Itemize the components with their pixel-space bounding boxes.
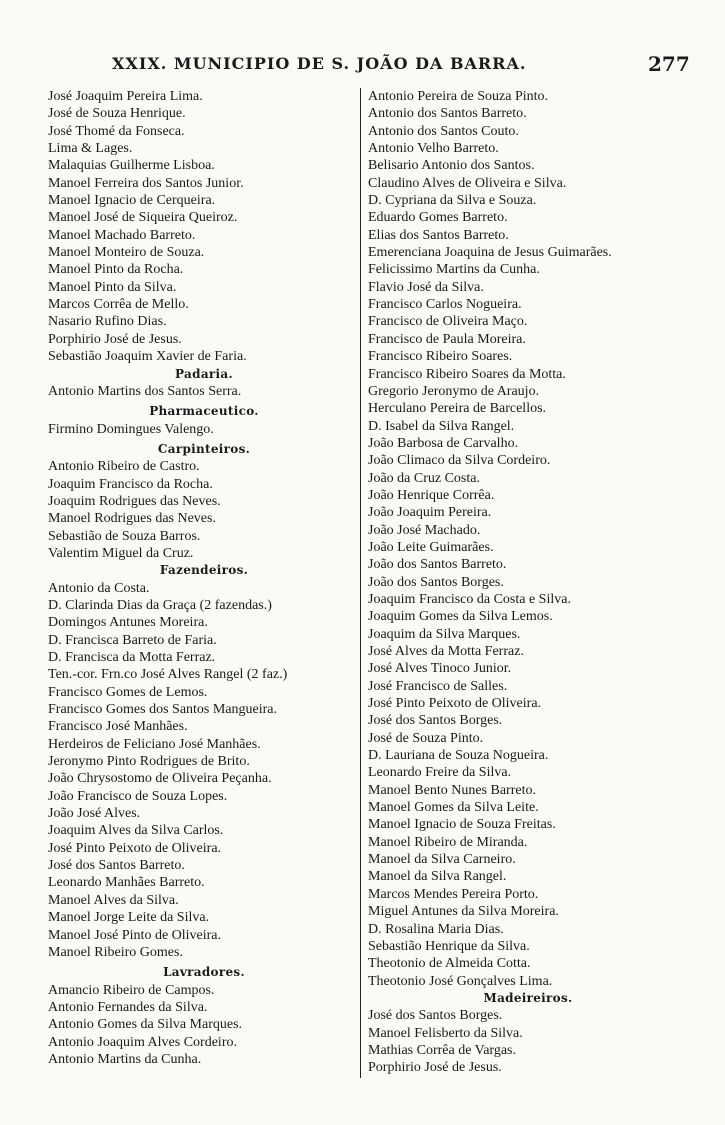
list-item: Manoel Pinto da Rocha. <box>48 262 184 278</box>
list-item: Amancio Ribeiro de Campos. <box>48 982 215 998</box>
section-heading-pharmaceutico: Pharmaceutico. <box>149 404 259 419</box>
list-item: Antonio dos Santos Barreto. <box>368 106 527 122</box>
list-item: Miguel Antunes da Silva Moreira. <box>368 904 559 920</box>
list-item: Leonardo Manhães Barreto. <box>48 875 205 891</box>
list-item: Elias dos Santos Barreto. <box>368 227 509 243</box>
page-number: 277 <box>648 52 690 76</box>
list-item: Antonio dos Santos Couto. <box>368 123 519 139</box>
list-item: Manoel Ignacio de Souza Freitas. <box>368 817 556 833</box>
section-heading-carpinteiros: Carpinteiros. <box>157 441 251 456</box>
list-item: Marcos Corrêa de Mello. <box>48 297 189 313</box>
list-item: Sebastião de Souza Barros. <box>48 528 201 544</box>
list-item: Herculano Pereira de Barcellos. <box>368 401 547 417</box>
name-list <box>48 88 360 366</box>
list-item: João José Alves. <box>48 806 141 822</box>
list-item: Manoel Ribeiro de Miranda. <box>368 834 528 850</box>
list-item: Firmino Domingues Valengo. <box>48 421 214 437</box>
left-column <box>48 88 360 1068</box>
list-item: Flavio José da Silva. <box>368 279 484 295</box>
list-item: Marcos Mendes Pereira Porto. <box>368 886 539 902</box>
list-item: Manoel Alves da Silva. <box>48 892 179 908</box>
list-item: José de Souza Henrique. <box>48 106 186 122</box>
list-item: João da Cruz Costa. <box>368 470 480 486</box>
list-item: Joaquim Rodrigues das Neves. <box>48 493 221 509</box>
list-item: Valentim Miguel da Cruz. <box>48 545 194 561</box>
list-item: Theotonio de Almeida Cotta. <box>368 956 531 972</box>
list-item: João dos Santos Barreto. <box>368 557 507 573</box>
list-item: Manoel Bento Nunes Barreto. <box>368 782 536 798</box>
list-item: D. Cypriana da Silva e Souza. <box>368 193 537 209</box>
list-item: João Joaquim Pereira. <box>368 505 492 521</box>
list-item: Gregorio Jeronymo de Araujo. <box>368 383 540 399</box>
list-item: João Henrique Corrêa. <box>368 487 495 503</box>
list-item: Belisario Antonio dos Santos. <box>368 158 535 174</box>
list-item: Antonio Joaquim Alves Cordeiro. <box>48 1034 237 1050</box>
name-list <box>48 982 360 1069</box>
list-item: José Alves da Motta Ferraz. <box>368 644 524 659</box>
list-item: Francisco Ribeiro Soares da Motta. <box>368 366 566 382</box>
list-item: Joaquim da Silva Marques. <box>368 626 521 642</box>
list-item: Manoel Machado Barreto. <box>48 227 196 243</box>
list-item: José Thomé da Fonseca. <box>48 123 185 139</box>
list-item: José Francisco de Salles. <box>368 678 508 694</box>
list-item: Francisco Gomes dos Santos Mangueira. <box>48 702 278 718</box>
list-item: Manoel José Pinto de Oliveira. <box>48 927 222 943</box>
list-item: Nasario Rufino Dias. <box>48 314 167 330</box>
list-item: Antonio Gomes da Silva Marques. <box>48 1017 243 1033</box>
list-item: Porphirio José de Jesus. <box>48 331 182 347</box>
list-item: Sebastião Henrique da Silva. <box>368 938 530 954</box>
list-item: Leonardo Freire da Silva. <box>368 765 512 781</box>
list-item: Felicissimo Martins da Cunha. <box>368 262 540 278</box>
list-item: Antonio Ribeiro de Castro. <box>48 459 200 475</box>
list-item: Manoel da Silva Rangel. <box>368 869 507 885</box>
list-item: Sebastião Joaquim Xavier de Faria. <box>48 349 247 365</box>
list-item: Malaquias Guilherme Lisboa. <box>48 158 215 174</box>
list-item: D. Clarinda Dias da Graça (2 fazendas.) <box>48 597 272 613</box>
list-item: Jeronymo Pinto Rodrigues de Brito. <box>48 754 250 770</box>
page-title: XXIX. MUNICIPIO DE S. JOÃO DA BARRA. <box>112 54 527 73</box>
list-item: Domingos Antunes Moreira. <box>48 615 208 631</box>
list-item: Francisco Gomes de Lemos. <box>48 684 208 700</box>
list-item: D. Isabel da Silva Rangel. <box>368 418 515 434</box>
list-item: Manoel Monteiro de Souza. <box>48 245 205 261</box>
list-item: Manoel Rodrigues das Neves. <box>48 511 216 527</box>
section-heading-padaria: Padaria. <box>175 366 233 381</box>
list-item: Francisco Carlos Nogueira. <box>368 297 522 313</box>
list-item: José de Souza Pinto. <box>368 730 484 746</box>
list-item: João Chrysostomo de Oliveira Peçanha. <box>48 771 272 787</box>
list-item: Antonio da Costa. <box>48 580 150 596</box>
list-item: João José Machado. <box>368 522 481 538</box>
list-item: Manoel Ignacio de Cerqueira. <box>48 193 216 209</box>
list-item: Joaquim Francisco da Costa e Silva. <box>368 591 571 607</box>
name-list <box>48 421 360 438</box>
column-divider <box>360 88 361 1078</box>
list-item: José dos Santos Barreto. <box>48 858 185 874</box>
name-list <box>368 1007 688 1076</box>
list-item: João dos Santos Borges. <box>368 574 504 590</box>
list-item: Claudino Alves de Oliveira e Silva. <box>368 175 567 191</box>
list-item: Joaquim Alves da Silva Carlos. <box>48 823 224 839</box>
list-item: Theotonio José Gonçalves Lima. <box>368 973 553 989</box>
list-item: Eduardo Gomes Barreto. <box>368 210 508 226</box>
name-list <box>48 458 360 562</box>
list-item: D. Francisca da Motta Ferraz. <box>48 650 216 665</box>
list-item: D. Lauriana de Souza Nogueira. <box>368 748 549 764</box>
list-item: Mathias Corrêa de Vargas. <box>368 1042 516 1058</box>
list-item: José Pinto Peixoto de Oliveira. <box>48 840 222 856</box>
list-item: Joaquim Gomes da Silva Lemos. <box>368 609 553 625</box>
list-item: João Leite Guimarães. <box>368 539 494 555</box>
list-item: Manoel Felisberto da Silva. <box>368 1025 523 1041</box>
list-item: Antonio Pereira de Souza Pinto. <box>368 89 549 104</box>
list-item: Manoel Gomes da Silva Leite. <box>368 800 539 816</box>
list-item: Antonio Martins dos Santos Serra. <box>48 383 242 399</box>
list-item: José Pinto Peixoto de Oliveira. <box>368 696 542 712</box>
section-heading-fazendeiros: Fazendeiros. <box>159 563 249 578</box>
list-item: Francisco Ribeiro Soares. <box>368 349 513 365</box>
section-heading-madeireiros: Madeireiros. <box>483 990 573 1005</box>
list-item: Porphirio José de Jesus. <box>368 1060 502 1076</box>
list-item: João Francisco de Souza Lopes. <box>48 788 228 804</box>
list-item: Antonio Fernandes da Silva. <box>48 999 208 1015</box>
list-item: José dos Santos Borges. <box>368 713 503 729</box>
name-list <box>48 580 360 962</box>
list-item: José Joaquim Pereira Lima. <box>48 89 203 104</box>
list-item: Manoel José de Siqueira Queiroz. <box>48 210 238 226</box>
list-item: João Climaco da Silva Cordeiro. <box>368 453 551 469</box>
list-item: Joaquim Francisco da Rocha. <box>48 476 213 492</box>
list-item: José dos Santos Borges. <box>368 1008 503 1024</box>
list-item: Manoel Jorge Leite da Silva. <box>48 910 210 926</box>
list-item: João Barbosa de Carvalho. <box>368 435 519 451</box>
right-column <box>368 88 688 1077</box>
list-item: José Alves Tinoco Junior. <box>368 661 512 677</box>
list-item: Francisco de Oliveira Maço. <box>368 314 528 330</box>
list-item: Manoel Ferreira dos Santos Junior. <box>48 175 244 191</box>
name-list <box>368 88 688 990</box>
list-item: Antonio Velho Barreto. <box>368 141 499 157</box>
list-item: Francisco de Paula Moreira. <box>368 331 526 347</box>
list-item: Antonio Martins da Cunha. <box>48 1051 202 1067</box>
section-heading-lavradores: Lavradores. <box>163 965 245 980</box>
list-item: Manoel Pinto da Silva. <box>48 279 177 295</box>
list-item: D. Rosalina Maria Dias. <box>368 921 504 937</box>
page-header <box>0 52 725 78</box>
list-item: Ten.-cor. Frn.co José Alves Rangel (2 faz.) <box>48 667 288 683</box>
list-item: Manoel da Silva Carneiro. <box>368 852 516 868</box>
list-item: Herdeiros de Feliciano José Manhães. <box>48 736 261 752</box>
name-list <box>48 383 360 400</box>
list-item: D. Francisca Barreto de Faria. <box>48 632 217 648</box>
list-item: Lima & Lages. <box>48 141 133 157</box>
list-item: Emerenciana Joaquina de Jesus Guimarães. <box>368 245 612 261</box>
list-item: Manoel Ribeiro Gomes. <box>48 944 183 960</box>
list-item: Francisco José Manhães. <box>48 719 188 735</box>
